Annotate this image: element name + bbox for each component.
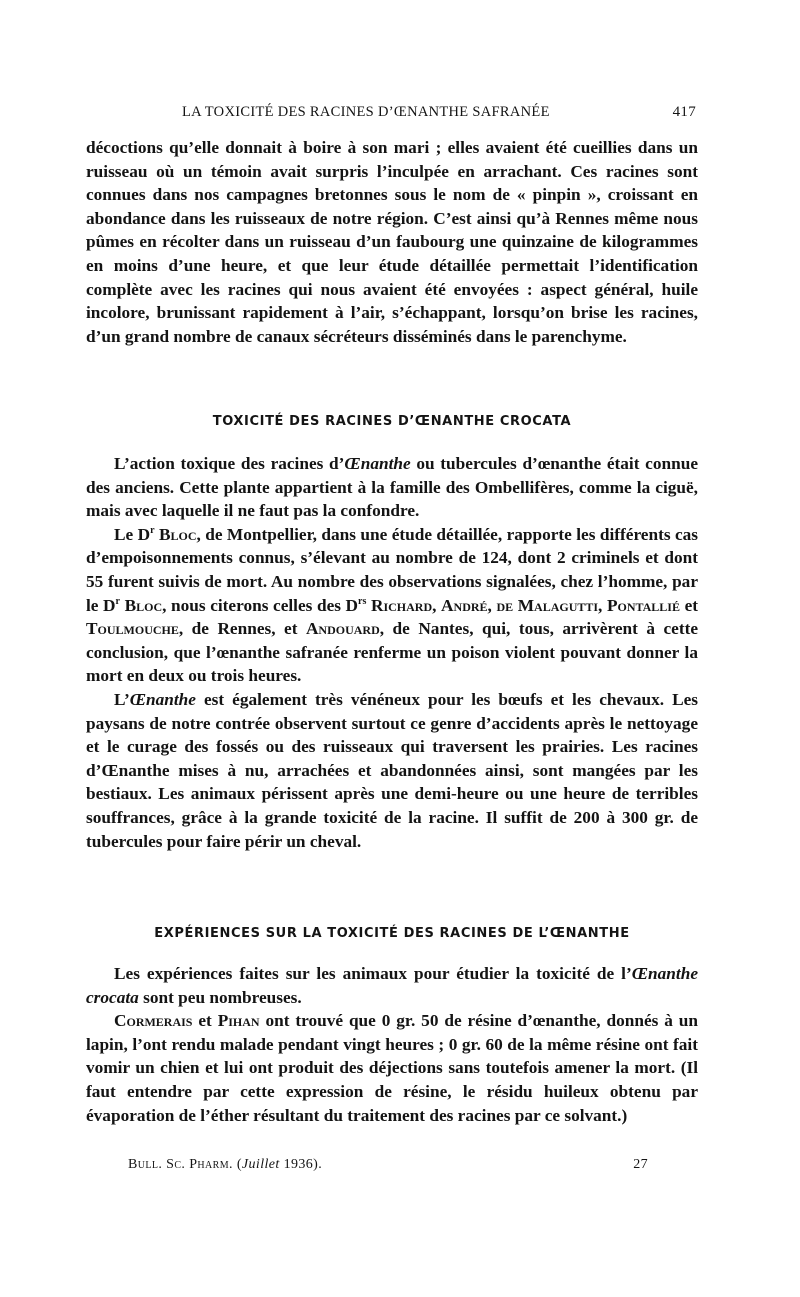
author-name: Pontallié [606,595,680,615]
author-name: André [441,595,488,615]
section-experiments-body [86,962,698,1127]
journal-reference: Bull. Sc. Pharm. ( [128,1157,242,1172]
author-name: Richard [370,595,433,615]
section-heading-experiments: EXPÉRIENCES SUR LA TOXICITÉ DES RACINES DE L’ŒNANTHE [154,926,630,941]
sheet-number: 27 [633,1157,648,1172]
paragraph: Cormerais et Pihan ont trouvé que 0 gr. 50 de résine d’œnanthe, donnés à un lapin, l’ont rendu malade pendant vingt heures ; 0 gr. 60 de la même résine ont fait vomir un chien et lui ont produit des déjections sans toutefois amener la mort. (Il faut entendre par cette expression de résine, le résidu huileux obtenu par évaporation de l’éther résultant du traitement des racines par ce solvant.) [86,1011,698,1125]
paragraph: L’action toxique des racines d’Œnanthe ou tubercules d’œnanthe était connue des anciens. Cette plante appartient à la famille des Ombellifères, comme la ciguë, mais avec laquelle il ne faut pas la confondre. [86,454,698,521]
section-heading-toxicity: TOXICITÉ DES RACINES D’ŒNANTHE CROCATA [212,414,572,429]
opening-paragraph-block [86,136,698,348]
opening-paragraph: décoctions qu’elle donnait à boire à son mari ; elles avaient été cueillies dans un ruisseau où un témoin avait surpris l’inculpée en arrachant. Ces racines sont connues dans nos campagnes bretonnes sous le nom de « pinpin », croissant en abondance dans les ruisseaux de notre région. C’est ainsi qu’à Rennes même nous pûmes en récolter dans un ruisseau d’un faubourg une quinzaine de kilogrammes en moins d’une heure, et que leur étude détaillée permettait l’identification complète avec les racines qui nous avaient été envoyées : aspect général, huile incolore, brunissant rapidement à l’air, s’échappant, lorsqu’on brise les racines, d’un grand nombre de canaux sécréteurs disséminés dans le parenchyme. [86,138,698,346]
author-name: Toulmouche [86,619,179,639]
page-number: 417 [672,104,696,120]
author-name: Andouard [305,619,380,639]
author-name: Bloc [124,595,163,615]
paragraph: L’Œnanthe est également très vénéneux pour les bœufs et les chevaux. Les paysans de notre contrée observent surtout ce genre d’accidents après le nettoyage et le curage des fossés ou des ruisseaux qui traversent les prairies. Les racines d’Œnanthe mises à nu, arrachées et abandonnées ainsi, sont mangées par les bestiaux. Les animaux périssent après une demi-heure ou une heure de terribles souffrances, grâce à la grande toxicité de la racine. Il suffit de 200 à 300 gr. de tubercules pour faire périr un cheval. [86,689,698,851]
page-footer: Bull. Sc. Pharm. (Juillet 1936). 27 [128,1157,648,1172]
author-name: Pihan [217,1011,260,1031]
author-name: Cormerais [114,1011,193,1031]
paragraph: Les expériences faites sur les animaux pour étudier la toxicité de l’Œnanthe crocata sont peu nombreuses. [86,964,698,1007]
section-toxicity-body [86,452,698,853]
author-name: de Malagutti [496,595,599,615]
running-title: LA TOXICITÉ DES RACINES D’ŒNANTHE SAFRANÉE [182,104,550,120]
author-name: Bloc [158,524,197,544]
paragraph: Le $D^r$ Bloc, de Montpellier, dans une étude détaillée, rapporte les différents cas d’empoisonnements connus, s’élevant au nombre de 124, dont 2 criminels et dont 55 furent suivis de mort. Au nombre des observations signalées, chez l’homme, par le $D^r$ Bloc, nous citerons celles des $D^{rs}$ Richard, André, de Malagutti, Pontallié et Toulmouche, de Rennes, et Andouard, de Nantes, qui, tous, arrivèrent à cette conclusion, que l’œnanthe safranée renferme un poison violent pouvant donner la mort en deux ou trois heures. [86,524,699,686]
